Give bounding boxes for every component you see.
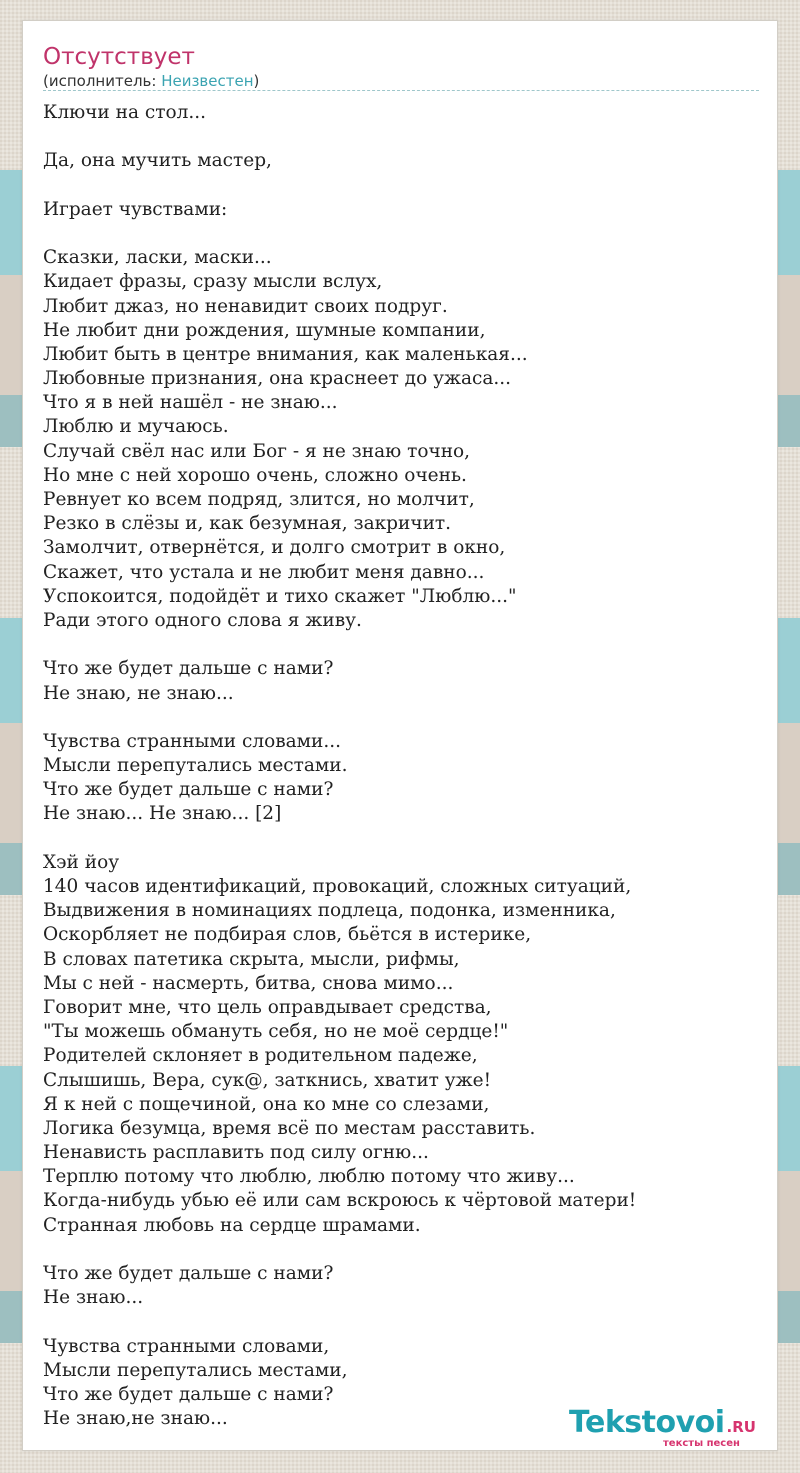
lyrics-line: Я к ней с пощечиной, она ко мне со слезами, <box>43 1093 490 1115</box>
logo-tld: .RU <box>726 1418 756 1436</box>
lyrics-line: Мысли перепутались местами. <box>43 755 348 777</box>
lyrics-line: Оскорбляет не подбирая слов, бьётся в истерике, <box>43 924 532 946</box>
lyrics-line: Случай свёл нас или Бог - я не знаю точно, <box>43 440 471 462</box>
lyrics-line: Выдвижения в номинациях подлеца, подонка, изменника, <box>43 900 616 922</box>
lyrics-line: Играет чувствами: <box>43 198 228 220</box>
lyrics-line: Что же будет дальше с нами? <box>43 658 334 680</box>
lyrics-line: Слышишь, Вера, сук@, заткнись, хватит уже! <box>43 1069 492 1091</box>
lyrics-line: Странная любовь на сердце шрамами. <box>43 1214 421 1236</box>
lyrics-line: Мы с ней - насмерть, битва, снова мимо... <box>43 972 454 994</box>
lyrics-line: Замолчит, отвернётся, и долго смотрит в окно, <box>43 537 506 559</box>
lyrics-blank-line <box>43 1310 759 1334</box>
lyrics-line: Сказки, ласки, маски... <box>43 247 272 269</box>
lyrics-line: Успокоится, подойдёт и тихо скажет "Люблю..." <box>43 585 517 607</box>
lyrics-blank-line <box>43 222 759 246</box>
song-title: Отсутствует <box>43 44 195 70</box>
lyrics-line: Ненависть расплавить под силу огню... <box>43 1142 429 1164</box>
lyrics-line: Чувства странными словами, <box>43 1335 330 1357</box>
lyrics-text <box>43 101 759 1431</box>
lyrics-line: Ради этого одного слова я живу. <box>43 609 362 631</box>
lyrics-line: 140 часов идентификаций, провокаций, сложных ситуаций, <box>43 876 632 897</box>
lyrics-line: "Ты можешь обмануть себя, но не моё сердце!" <box>43 1021 509 1043</box>
lyrics-line: Хэй йоу <box>43 851 120 873</box>
logo-tagline: тексты песен <box>663 1438 740 1449</box>
lyrics-card <box>22 20 778 1451</box>
title-separator <box>43 90 759 91</box>
lyrics-line: Что я в ней нашёл - не знаю... <box>43 392 338 414</box>
lyrics-blank-line <box>43 706 759 730</box>
lyrics-line: Но мне с ней хорошо очень, сложно очень. <box>43 464 467 486</box>
lyrics-line: Логика безумца, время всё по местам расставить. <box>43 1117 536 1139</box>
lyrics-line: Кидает фразы, сразу мысли вслух, <box>43 271 383 293</box>
logo-name: Tekstovoi <box>569 1405 725 1440</box>
lyrics-line: Терплю потому что люблю, люблю потому что живу... <box>43 1166 575 1188</box>
lyrics-blank-line <box>43 827 759 851</box>
lyrics-line: Чувства странными словами... <box>43 730 342 752</box>
lyrics-line: Люблю и мучаюсь. <box>43 416 229 438</box>
lyrics-line: Что же будет дальше с нами? <box>43 1263 334 1284</box>
lyrics-line: Что же будет дальше с нами? <box>43 1383 334 1405</box>
lyrics-blank-line <box>43 1238 759 1262</box>
artist-line <box>43 72 259 90</box>
lyrics-line: Ревнует ко всем подряд, злится, но молчит, <box>43 489 475 510</box>
lyrics-line: Да, она мучить мастер, <box>43 150 272 172</box>
lyrics-line: Скажет, что устала и не любит меня давно... <box>43 561 485 583</box>
lyrics-line: Когда-нибудь убью её или сам вскроюсь к чёртовой матери! <box>43 1190 637 1212</box>
lyrics-line: Не знаю... <box>43 1287 144 1309</box>
lyrics-line: Любит быть в центре внимания, как маленькая... <box>43 343 528 365</box>
lyrics-line: Говорит мне, что цель оправдывает средства, <box>43 996 492 1018</box>
lyrics-line: Мысли перепутались местами, <box>43 1359 348 1381</box>
lyrics-line: Не знаю... Не знаю... [2] <box>43 803 282 825</box>
artist-link[interactable]: Неизвестен <box>161 72 254 90</box>
lyrics-line: Не любит дни рождения, шумные компании, <box>43 319 486 341</box>
lyrics-blank-line <box>43 125 759 149</box>
lyrics-line: Любовные признания, она краснеет до ужаса... <box>43 368 512 390</box>
lyrics-line: Ключи на стол... <box>43 102 206 123</box>
lyrics-blank-line <box>43 174 759 198</box>
artist-suffix: ) <box>253 72 260 90</box>
site-logo[interactable] <box>569 1405 756 1449</box>
lyrics-line: Не знаю, не знаю... <box>43 682 234 704</box>
lyrics-line: В словах патетика скрыта, мысли, рифмы, <box>43 948 460 970</box>
lyrics-blank-line <box>43 633 759 657</box>
lyrics-line: Что же будет дальше с нами? <box>43 779 334 801</box>
lyrics-line: Резко в слёзы и, как безумная, закричит. <box>43 513 452 535</box>
lyrics-line: Любит джаз, но ненавидит своих подруг. <box>43 295 448 317</box>
artist-prefix: (исполнитель: <box>43 72 162 90</box>
lyrics-line: Не знаю,не знаю... <box>43 1408 228 1430</box>
lyrics-line: Родителей склоняет в родительном падеже, <box>43 1045 478 1067</box>
